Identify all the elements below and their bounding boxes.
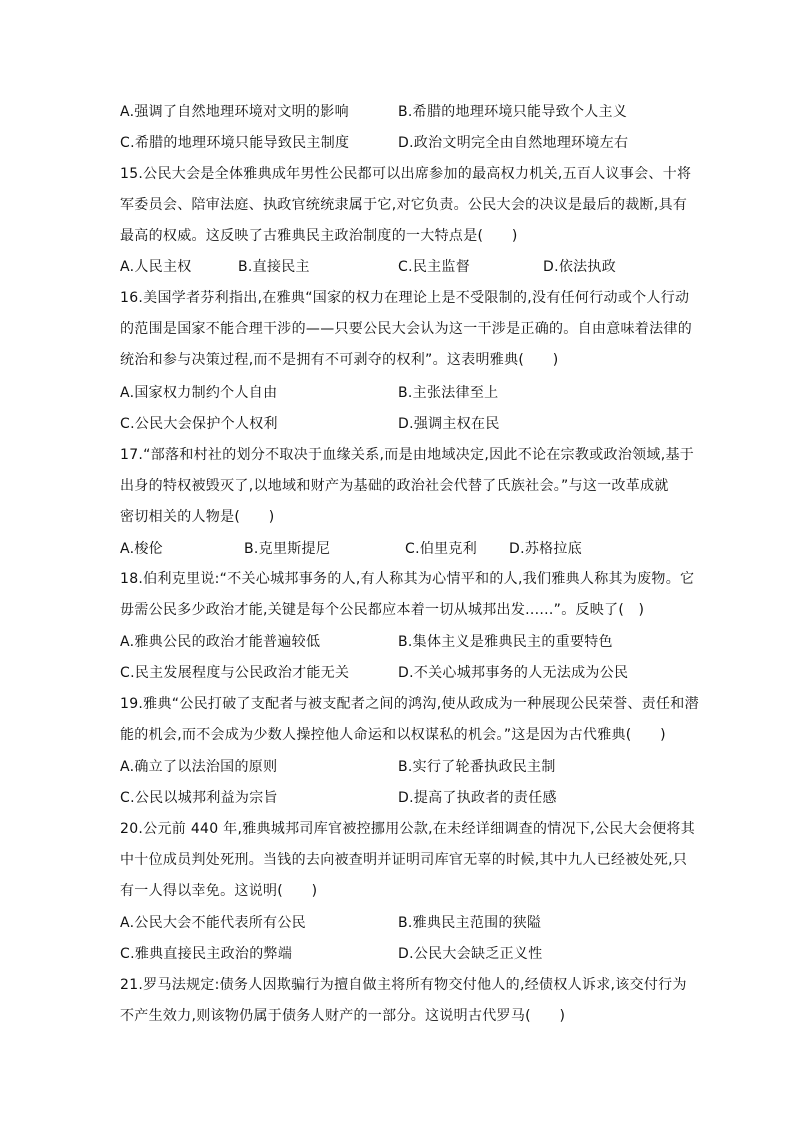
q19-option-b: B.实行了轮番执政民主制 bbox=[398, 759, 556, 775]
q20-option-b: B.雅典民主范围的狭隘 bbox=[398, 915, 542, 931]
q20-option-d: D.公民大会缺乏正义性 bbox=[398, 946, 543, 962]
q19-stem-line-1: 19.雅典“公民打破了支配者与被支配者之间的鸿沟,使从政成为一种展现公民荣誉、责任和潜 bbox=[120, 696, 699, 712]
q17-option-c: C.伯里克利 bbox=[405, 541, 478, 557]
q17-option-d: D.苏格拉底 bbox=[509, 541, 583, 557]
q20-stem-line-1: 20.公元前 440 年,雅典城邦司库官被控挪用公款,在未经详细调查的情况下,公民大会便将其 bbox=[120, 821, 696, 837]
q17-option-a: A.梭伦 bbox=[120, 541, 163, 557]
q19-option-a: A.确立了以法治国的原则 bbox=[120, 759, 278, 775]
q19-stem-line-2: 能的机会,而不会成为少数人操控他人命运和以权谋私的机会。”这是因为古代雅典( ) bbox=[120, 727, 666, 743]
q14-option-d: D.政治文明完全由自然地理环境左右 bbox=[398, 135, 629, 151]
q18-option-d: D.不关心城邦事务的人无法成为公民 bbox=[398, 665, 629, 681]
q15-option-b: B.直接民主 bbox=[238, 259, 310, 275]
q18-option-b: B.集体主义是雅典民主的重要特色 bbox=[398, 634, 613, 650]
q15-option-d: D.依法执政 bbox=[543, 259, 617, 275]
q19-option-c: C.公民以城邦利益为宗旨 bbox=[120, 790, 278, 806]
q20-stem-line-3: 有一人得以幸免。这说明( ) bbox=[120, 883, 318, 899]
q15-option-c: C.民主监督 bbox=[398, 259, 471, 275]
q17-stem-line-3: 密切相关的人物是( ) bbox=[120, 509, 275, 525]
q16-stem-line-3: 统治和参与决策过程,而不是拥有不可剥夺的权利”。这表明雅典( ) bbox=[120, 352, 559, 368]
q14-option-a: A.强调了自然地理环境对文明的影响 bbox=[120, 104, 349, 120]
q16-option-b: B.主张法律至上 bbox=[398, 385, 499, 401]
q21-stem-line-2: 不产生效力,则该物仍属于债务人财产的一部分。这说明古代罗马( ) bbox=[120, 1008, 566, 1024]
q16-stem-line-1: 16.美国学者芬利指出,在雅典“国家的权力在理论上是不受限制的,没有任何行动或个人行动 bbox=[120, 290, 690, 306]
q14-option-c: C.希腊的地理环境只能导致民主制度 bbox=[120, 135, 350, 151]
q16-stem-line-2: 的范围是国家不能合理干涉的——只要公民大会认为这一干涉是正确的。自由意味着法律的 bbox=[120, 321, 692, 337]
q14-option-b: B.希腊的地理环境只能导致个人主义 bbox=[398, 104, 628, 120]
q18-option-c: C.民主发展程度与公民政治才能无关 bbox=[120, 665, 350, 681]
q16-option-d: D.强调主权在民 bbox=[398, 416, 500, 432]
q17-stem-line-2: 出身的特权被毁灭了,以地域和财产为基础的政治社会代替了氏族社会。”与这一改革成就 bbox=[120, 478, 669, 494]
q17-option-b: B.克里斯提尼 bbox=[244, 541, 331, 557]
q21-stem-line-1: 21.罗马法规定:债务人因欺骗行为擅自做主将所有物交付他人的,经债权人诉求,该交付行为 bbox=[120, 977, 687, 993]
q15-stem-line-2: 军委员会、陪审法庭、执政官统统隶属于它,对它负责。公民大会的决议是最后的裁断,具有 bbox=[120, 197, 688, 213]
q19-option-d: D.提高了执政者的责任感 bbox=[398, 790, 557, 806]
q15-stem-line-3: 最高的权威。这反映了古雅典民主政治制度的一大特点是( ) bbox=[120, 228, 518, 244]
q20-option-c: C.雅典直接民主政治的弊端 bbox=[120, 946, 293, 962]
q15-stem-line-1: 15.公民大会是全体雅典成年男性公民都可以出席参加的最高权力机关,五百人议事会、十将 bbox=[120, 166, 692, 182]
q16-option-a: A.国家权力制约个人自由 bbox=[120, 385, 278, 401]
q15-option-a: A.人民主权 bbox=[120, 259, 192, 275]
q20-option-a: A.公民大会不能代表所有公民 bbox=[120, 915, 306, 931]
q18-stem-line-2: 毋需公民多少政治才能,关键是每个公民都应本着一切从城邦出发......”。反映了( ) bbox=[120, 602, 645, 618]
q16-option-c: C.公民大会保护个人权利 bbox=[120, 416, 278, 432]
q18-option-a: A.雅典公民的政治才能普遍较低 bbox=[120, 634, 321, 650]
q17-stem-line-1: 17.“部落和村社的划分不取决于血缘关系,而是由地域决定,因此不论在宗教或政治领域,基于 bbox=[120, 447, 695, 463]
q20-stem-line-2: 中十位成员判处死刑。当钱的去向被查明并证明司库官无辜的时候,其中九人已经被处死,只 bbox=[120, 852, 688, 868]
q18-stem-line-1: 18.伯利克里说:“不关心城邦事务的人,有人称其为心情平和的人,我们雅典人称其为废物。它 bbox=[120, 571, 695, 587]
